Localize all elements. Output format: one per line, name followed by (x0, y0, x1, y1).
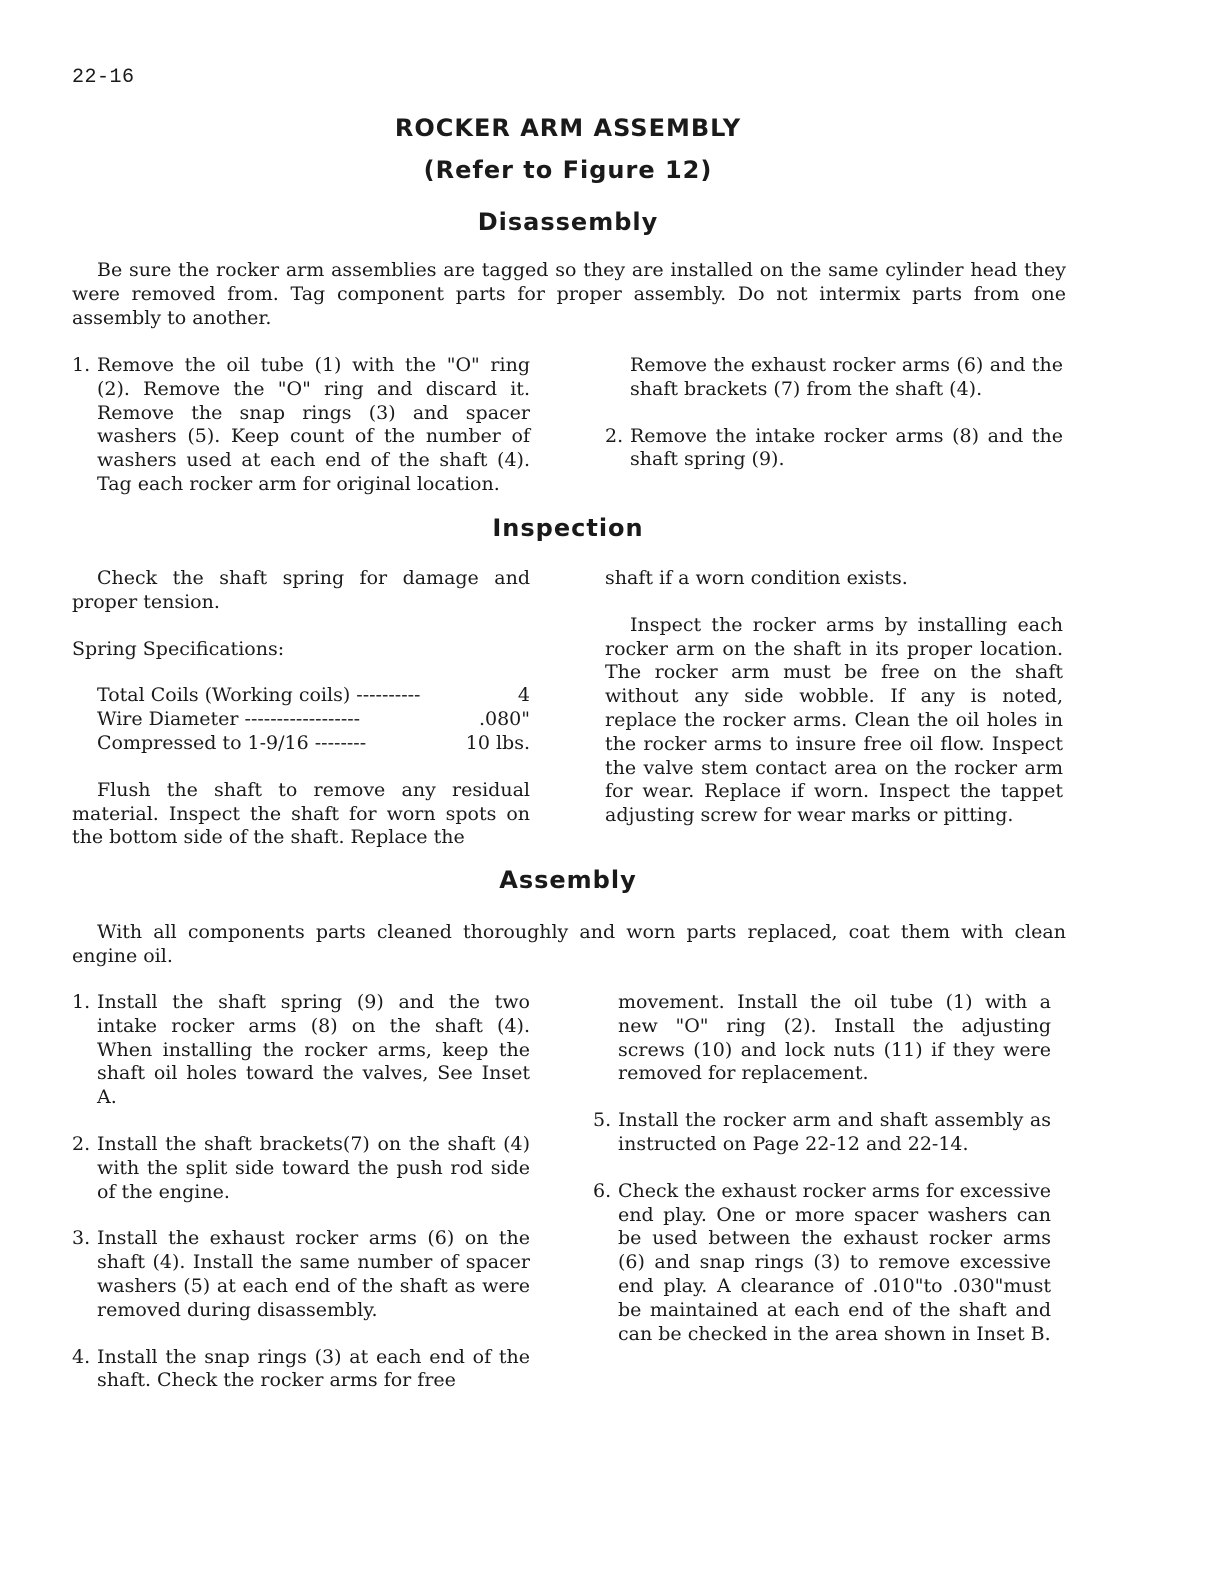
spec-row (97, 732, 530, 756)
assembly-right-column (593, 991, 1051, 1346)
spec-label: Wire Diameter ------------------ (97, 708, 361, 731)
step-number: 5. (593, 1109, 612, 1132)
step-text: movement. Install the oil tube (1) with a new "O" ring (2). Install the adjusting screws (10) and lock nuts (11) if they were removed for replacement. (618, 991, 1051, 1085)
list-item (605, 425, 1063, 473)
step-number: 1. (72, 991, 91, 1013)
inspection-right-column (605, 567, 1063, 828)
assembly-left-column (72, 991, 530, 1393)
inspection-paragraph: shaft if a worn condition exists. (605, 567, 908, 589)
step-number: 6. (593, 1179, 612, 1202)
page-number: 22-16 (72, 66, 135, 89)
step-text: Remove the oil tube (1) with the "O" ring (2). Remove the "O" ring and discard it. Remove the snap rings (3) and spacer washers (5). Keep count of the number of washers used at each end of the shaft (4). Tag each rocker arm for original location. (97, 354, 530, 495)
list-item (72, 1227, 530, 1322)
spec-value: 4 (517, 684, 530, 707)
step-number (593, 991, 618, 1086)
spec-title: Spring Specifications: (72, 637, 285, 660)
step-text: Remove the intake rocker arms (8) and the shaft spring (9). (630, 424, 1063, 471)
step-number: 2. (605, 424, 624, 447)
spec-value: 10 lbs. (465, 731, 530, 754)
step-text: Remove the exhaust rocker arms (6) and the shaft brackets (7) from the shaft (4). (630, 354, 1063, 400)
section-heading-disassembly: Disassembly (477, 208, 659, 236)
step-text: Check the exhaust rocker arms for excessive end play. One or more spacer washers can be used between the exhaust rocker arms (6) and snap rings (3) to remove excessive end play. A clearance of .010"to .030"must be maintained at each end of the shaft and can be checked in the area shown in Inset B. (618, 1179, 1051, 1345)
list-item (593, 1109, 1051, 1157)
step-text: Install the snap rings (3) at each end of the shaft. Check the rocker arms for free (97, 1345, 530, 1392)
step-number (605, 354, 630, 402)
list-item (72, 1133, 530, 1204)
step-text: Install the shaft brackets(7) on the shaft (4) with the split side toward the push rod side of the engine. (97, 1132, 530, 1203)
page-title: ROCKER ARM ASSEMBLY (394, 114, 742, 142)
inspection-paragraph: Check the shaft spring for damage and proper tension. (72, 567, 530, 613)
step-number: 3. (72, 1227, 91, 1250)
step-number: 1. (72, 354, 91, 376)
inspection-left-column (72, 567, 530, 850)
spec-label: Compressed to 1-9/16 -------- (97, 731, 367, 754)
inspection-paragraph: Inspect the rocker arms by installing each rocker arm on the shaft in its proper location. The rocker arm must be free on the shaft without any side wobble. If any is noted, replace the rocker arms. Clean the oil holes in the rocker arms to insure free oil flow. Inspect the valve stem contact area on the rocker arm for wear. Replace if worn. Inspect the tappet adjusting screw for wear marks or pitting. (605, 613, 1063, 827)
spec-value: .080" (478, 708, 530, 731)
spec-row (97, 708, 530, 732)
assembly-intro: With all components parts cleaned thoroughly and worn parts replaced, coat them with clean engine oil. (72, 921, 1066, 967)
disassembly-left-column (72, 354, 530, 497)
list-item (72, 354, 530, 497)
step-number: 2. (72, 1132, 91, 1155)
step-text: Install the shaft spring (9) and the two intake rocker arms (8) on the shaft (4). When installing the rocker arms, keep the shaft oil holes toward the valves, See Inset A. (97, 991, 530, 1109)
disassembly-right-column (605, 354, 1063, 472)
step-text: Install the rocker arm and shaft assembly as instructed on Page 22-12 and 22-14. (618, 1109, 1051, 1155)
section-heading-inspection: Inspection (492, 514, 644, 542)
inspection-paragraph: Flush the shaft to remove any residual material. Inspect the shaft for worn spots on the bottom side of the shaft. Replace the (72, 778, 530, 849)
list-item (593, 991, 1051, 1086)
list-item (72, 1346, 530, 1394)
list-item (605, 354, 1063, 402)
spec-row (97, 684, 530, 708)
step-text: Install the exhaust rocker arms (6) on the shaft (4). Install the same number of spacer washers (5) at each end of the shaft as were removed during disassembly. (97, 1227, 530, 1321)
page-subtitle: (Refer to Figure 12) (423, 156, 713, 184)
list-item (72, 991, 530, 1110)
spec-list (72, 684, 530, 755)
section-heading-assembly: Assembly (499, 866, 637, 894)
step-number: 4. (72, 1345, 91, 1368)
spec-label: Total Coils (Working coils) ---------- (97, 684, 421, 707)
list-item (593, 1180, 1051, 1347)
disassembly-intro: Be sure the rocker arm assemblies are tagged so they are installed on the same cylinder head they were removed from. Tag component parts for proper assembly. Do not intermix parts from one assembly to another. (72, 259, 1066, 329)
